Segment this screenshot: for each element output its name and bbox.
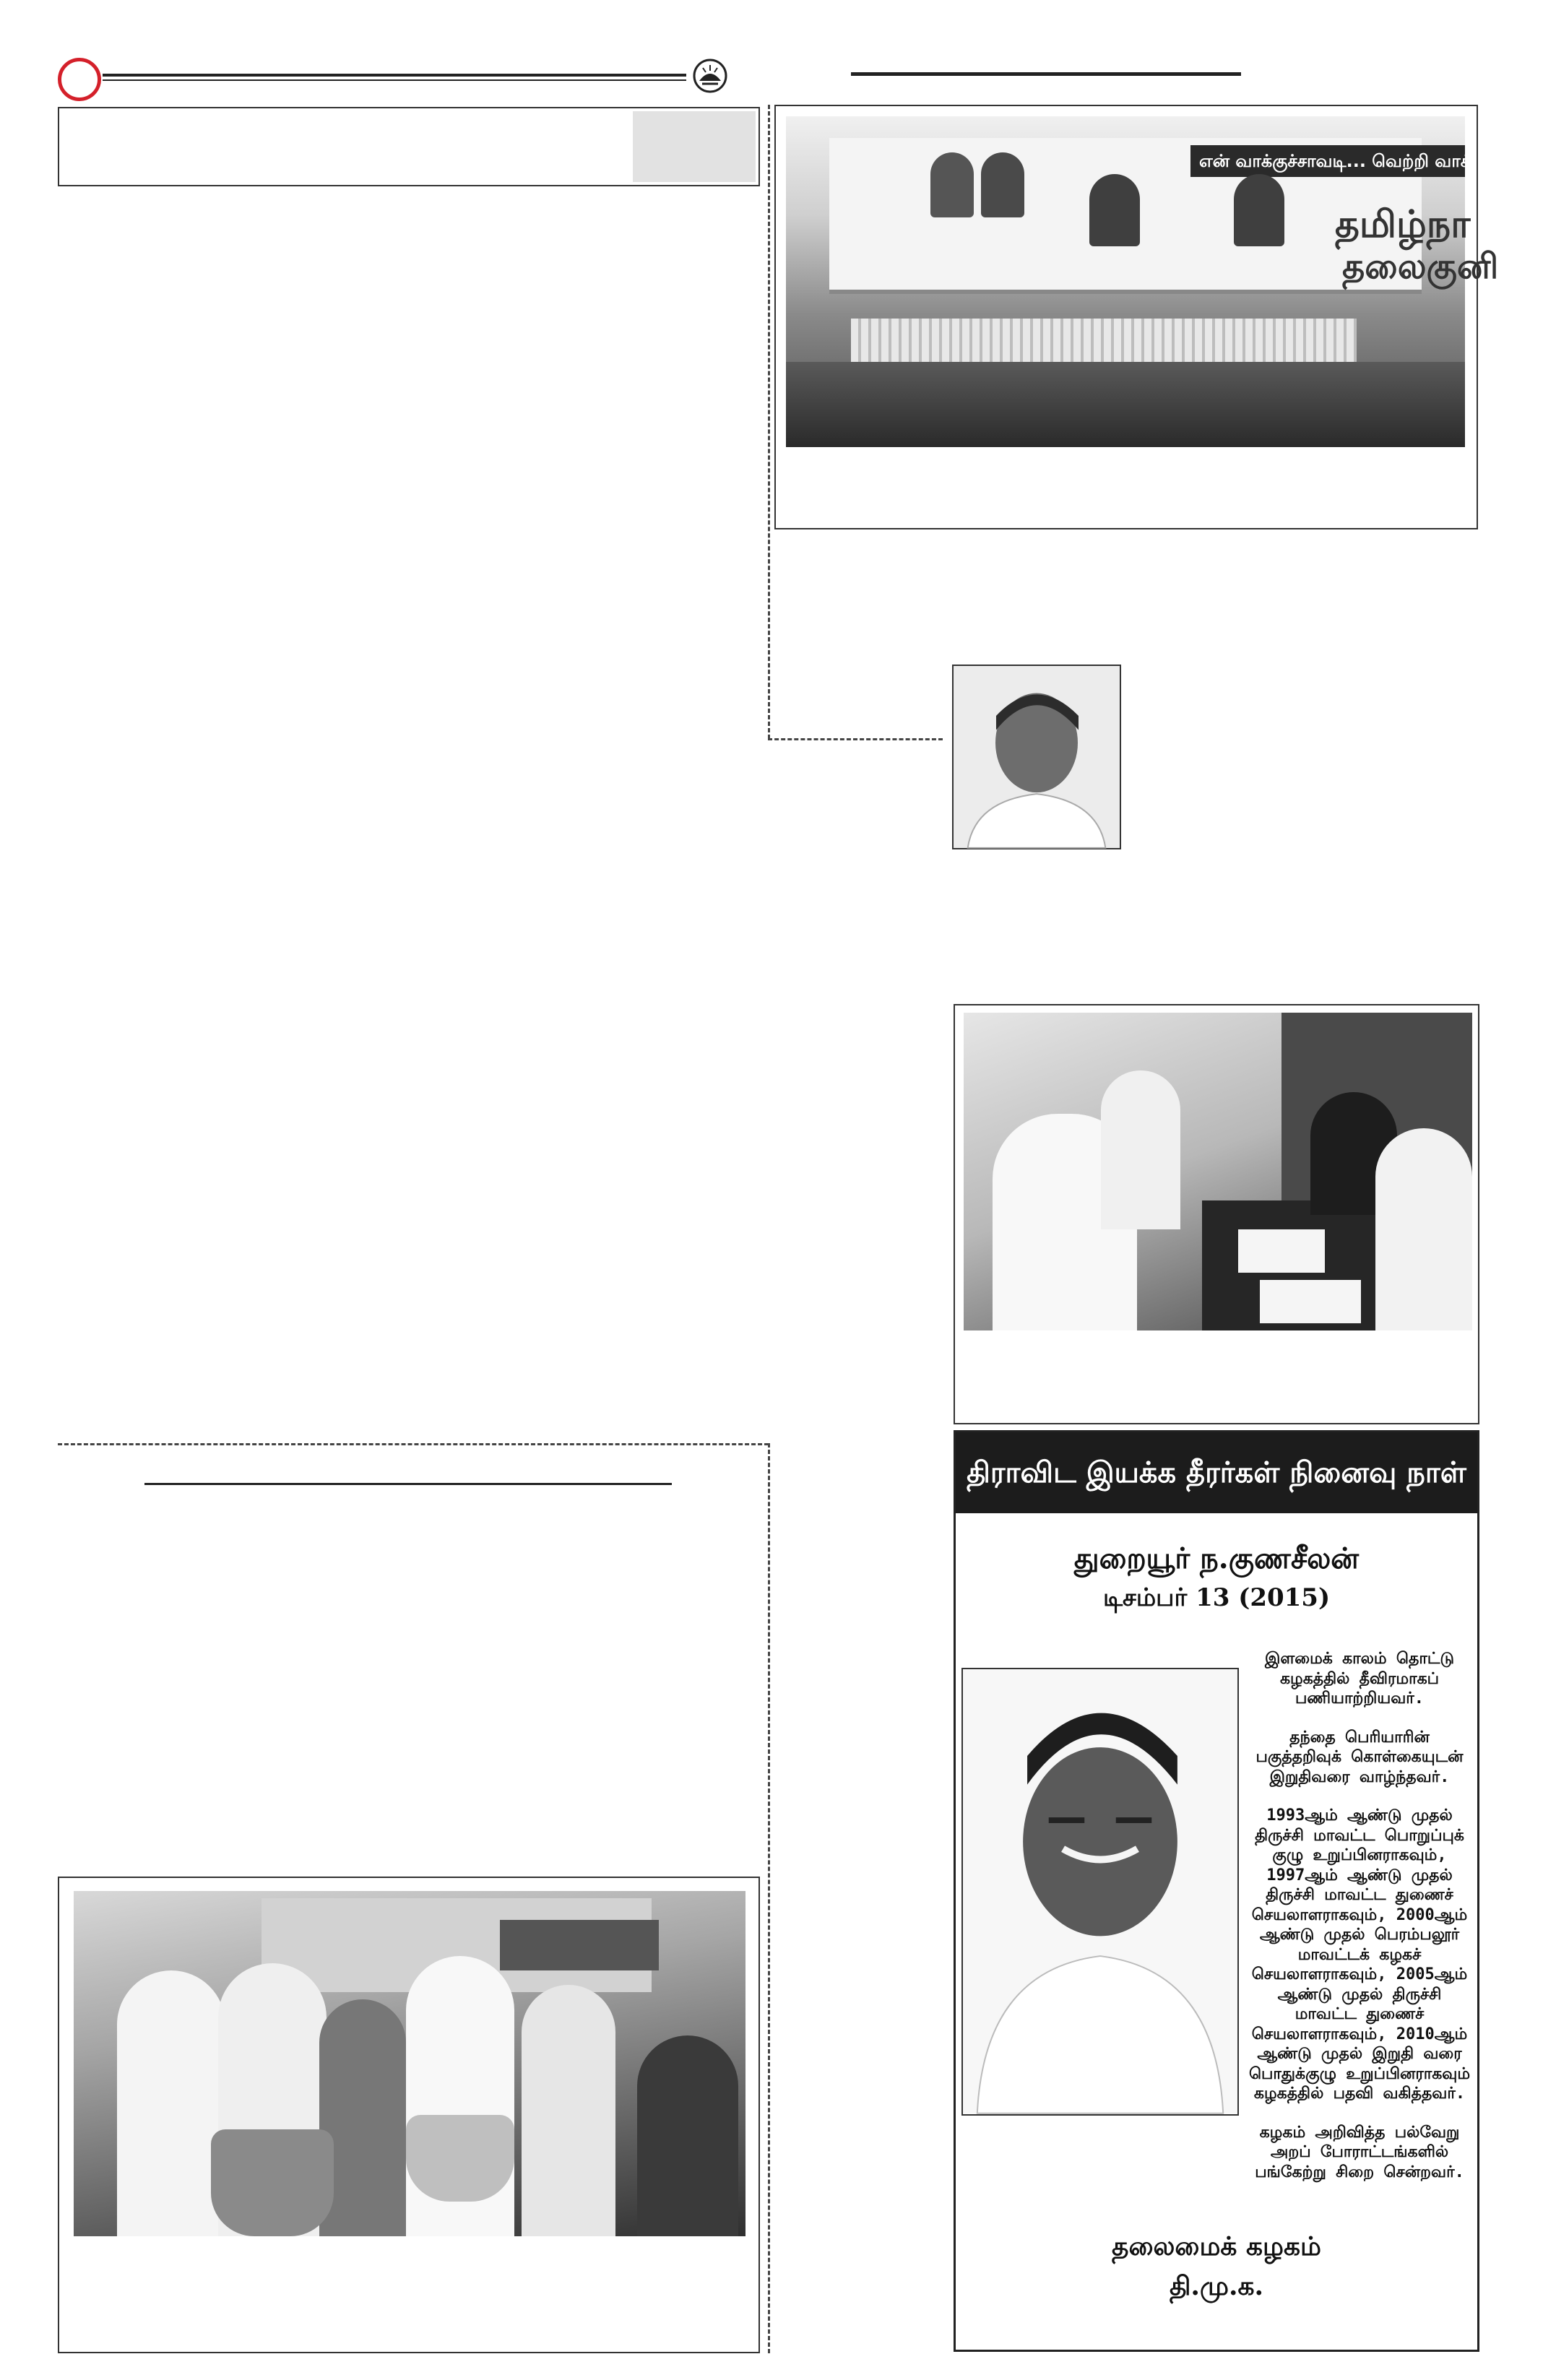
stage-side-text-2: தலைகுனி xyxy=(1342,246,1499,287)
memorial-bio-paragraph: கழகம் அறிவித்த பல்வேறு அறப் போராட்டங்களில் பங்கேற்று சிறை சென்றவர். xyxy=(1255,2123,1464,2181)
food-distribution-frame xyxy=(58,1877,760,2353)
stage-side-text-1: தமிழ்நா xyxy=(1335,203,1471,246)
stage-portrait-3 xyxy=(1089,174,1140,246)
column-divider-top xyxy=(768,105,770,739)
memorial-bio-paragraph: தந்தை பெரியாரின் பகுத்தறிவுக் கொள்கையுடன் இறுதிவரை வாழ்ந்தவர். xyxy=(1255,1728,1464,1786)
portrait-silhouette xyxy=(954,666,1120,848)
food-photo-person-1 xyxy=(117,1970,225,2236)
headline-box xyxy=(58,107,760,186)
memorial-bio xyxy=(1245,1649,1474,2201)
stage-event-photo xyxy=(786,116,1499,447)
stage-slogan-banner: என் வாக்குச்சாவடி... வெற்றி வாக் xyxy=(1190,145,1465,177)
memorial-name: துறையூர் ந.குணசீலன் xyxy=(1073,1541,1360,1575)
portrait-photo-small xyxy=(952,665,1121,849)
stage-portrait-4 xyxy=(1234,174,1284,246)
meeting-photo xyxy=(964,1013,1472,1330)
food-photo-person-5 xyxy=(522,1985,615,2236)
stage-portrait-1 xyxy=(930,152,974,217)
meeting-papers-2 xyxy=(1260,1280,1361,1323)
memorial-bio-paragraph: 1993ஆம் ஆண்டு முதல் திருச்சி மாவட்ட பொறுப்புக் குழு உறுப்பினராகவும், 1997ஆம் ஆண்டு முதல் திருச்சி மாவட்ட துணைச் செயலாளராகவும், 2000ஆம் ஆண்டு முதல் பெரம்பலூர் மாவட்டக் கழகச் செயலாளராகவும், 2005ஆம் ஆண்டு முதல் திருச்சி மாவட்ட துணைச் செயலாளராகவும், 2010ஆம் ஆண்டு முதல் இறுதி வரை பொதுக்குழு உறுப்பினராகவும் கழகத்தில் பதவி வகித்தவர். xyxy=(1248,1806,1471,2103)
stage-photo-frame xyxy=(774,105,1499,529)
meeting-papers xyxy=(1238,1229,1325,1273)
subheading-rule xyxy=(144,1483,672,1485)
food-photo-pot-1 xyxy=(211,2129,334,2236)
food-photo-pot-2 xyxy=(406,2115,514,2202)
food-photo-banner xyxy=(500,1920,659,1970)
stage-audience xyxy=(786,362,1465,447)
meeting-photo-frame xyxy=(954,1004,1479,1424)
food-photo-person-6 xyxy=(637,2035,738,2236)
memorial-bio-paragraph: இளமைக் காலம் தொட்டு கழகத்தில் தீவிரமாகப் பணியாற்றியவர். xyxy=(1265,1650,1454,1708)
memorial-date: டிசம்பர் 13 (2015) xyxy=(1102,1583,1331,1612)
memorial-portrait xyxy=(961,1668,1239,2116)
meeting-person-4 xyxy=(1375,1128,1472,1330)
connector-to-portrait xyxy=(768,738,943,740)
stage-portrait-2 xyxy=(981,152,1024,217)
memorial-banner: திராவிட இயக்க தீரர்கள் நினைவு நாள் xyxy=(956,1432,1477,1513)
rising-sun-emblem-icon xyxy=(692,58,728,94)
headline-box-shade xyxy=(633,111,756,182)
header-rule xyxy=(103,74,686,81)
column-divider-bottom xyxy=(768,1443,770,2353)
memorial-portrait-silhouette xyxy=(963,1669,1237,2114)
memorial-signature-line1: தலைமைக் கழகம் xyxy=(1112,2231,1321,2262)
header-circle-icon xyxy=(58,58,101,101)
memorial-signature-line2: தி.மு.க. xyxy=(1169,2271,1264,2301)
memorial-notice xyxy=(954,1430,1479,2352)
header-rule-right xyxy=(851,72,1241,76)
food-distribution-photo xyxy=(74,1891,745,2236)
section-divider-left xyxy=(58,1443,769,1445)
meeting-person-2 xyxy=(1101,1070,1180,1229)
